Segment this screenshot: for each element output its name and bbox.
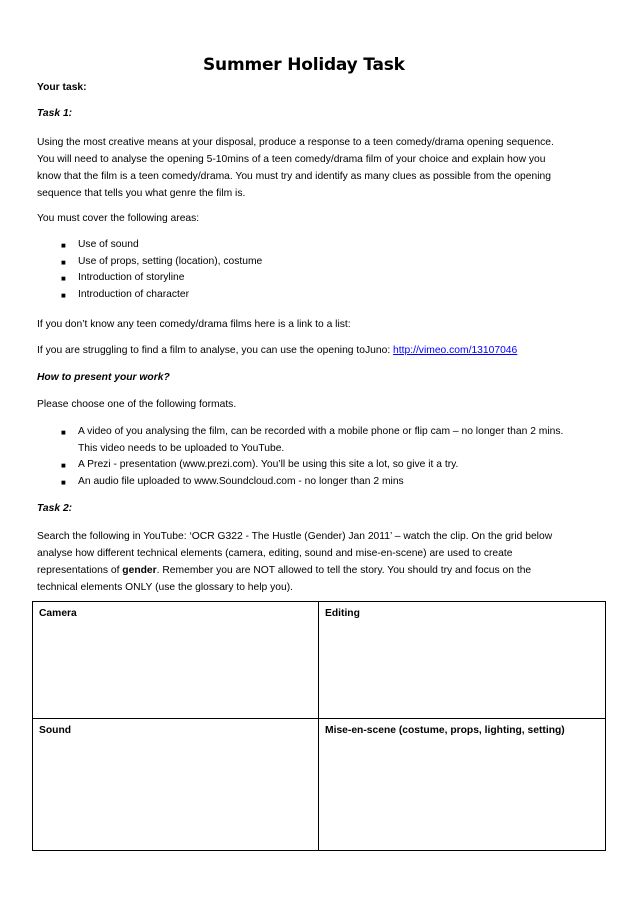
area-item: Use of sound [78, 239, 139, 250]
vimeo-link[interactable]: http://vimeo.com/13107046 [393, 345, 518, 356]
bullet-icon: ■ [61, 241, 66, 250]
task1-intro-line-2: You will need to analyse the opening 5-10mins of a teen comedy/drama film of your choice and explain how you [37, 154, 546, 165]
film-list-line: If you don’t know any teen comedy/drama films here is a link to a list: [37, 319, 351, 330]
editing-cell-label: Editing [325, 608, 360, 619]
page-title: Summer Holiday Task [203, 55, 405, 75]
task1-intro-line-3: know that the film is a teen comedy/drama. You must try and identify as many clues as possible from the opening [37, 171, 551, 182]
task1-intro-line-4: sequence that tells you what genre the film is. [37, 188, 246, 199]
area-item: Introduction of character [78, 289, 190, 300]
your-task-label: Your task: [37, 82, 87, 93]
bullet-icon: ■ [61, 461, 66, 470]
cover-line: You must cover the following areas: [37, 213, 200, 224]
area-item: Use of props, setting (location), costume [78, 256, 263, 267]
area-item: Introduction of storyline [78, 272, 185, 283]
gender-emphasis: gender [122, 565, 157, 576]
task1-intro-line-1: Using the most creative means at your disposal, produce a response to a teen comedy/drama opening sequence. [37, 137, 554, 148]
format-item: A Prezi - presentation (www.prezi.com). You’ll be using this site a lot, so give it a try. [78, 459, 459, 470]
grid-divider-horizontal [33, 718, 605, 719]
format-item: An audio file uploaded to www.Soundcloud.com - no longer than 2 mins [78, 476, 404, 487]
task2-line-3-prefix: representations of [37, 565, 123, 576]
present-heading: How to present your work? [37, 372, 170, 383]
format-item: A video of you analysing the film, can be recorded with a mobile phone or flip cam – no longer than 2 mins. [78, 426, 564, 437]
formats-line: Please choose one of the following formats. [37, 399, 237, 410]
bullet-icon: ■ [61, 428, 66, 437]
mise-en-scene-cell-label: Mise-en-scene (costume, props, lighting, setting) [325, 725, 565, 736]
task2-heading: Task 2: [37, 503, 73, 514]
task2-line-3-suffix: . Remember you are NOT allowed to tell the story. You should try and focus on the [156, 565, 532, 576]
analysis-grid [32, 601, 606, 851]
bullet-icon: ■ [61, 291, 66, 300]
bullet-icon: ■ [61, 478, 66, 487]
task2-line-3 [37, 562, 531, 579]
task2-line-2: analyse how different technical elements (camera, editing, sound and mise-en-scene) are used to create [37, 548, 513, 559]
sound-cell-label: Sound [39, 725, 72, 736]
camera-cell-label: Camera [39, 608, 77, 619]
task1-heading: Task 1: [37, 108, 73, 119]
task2-line-1: Search the following in YouTube: ‘OCR G322 - The Hustle (Gender) Jan 2011’ – watch the clip. On the grid below [37, 531, 553, 542]
bullet-icon: ■ [61, 274, 66, 283]
format-item-continued: This video needs to be uploaded to YouTube. [78, 443, 285, 454]
bullet-icon: ■ [61, 258, 66, 267]
task2-line-4: technical elements ONLY (use the glossary to help you). [37, 582, 294, 593]
struggle-text: If you are struggling to find a film to analyse, you can use the opening toJuno: [37, 345, 394, 356]
struggle-line [37, 342, 517, 359]
grid-divider-vertical [318, 602, 319, 850]
